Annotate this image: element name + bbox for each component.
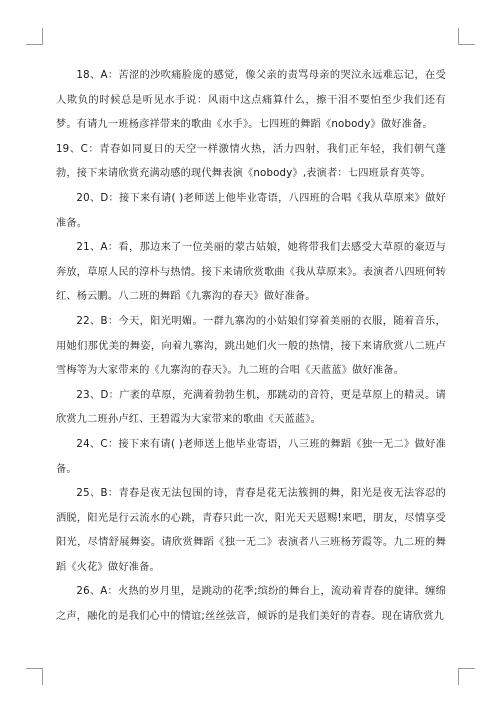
crop-mark-bottom-left-v	[42, 668, 43, 685]
paragraph-21: 21、A：看，那边来了一位美丽的蒙古姑娘，她将带我们去感受大草原的豪迈与奔放，草原人民的淳朴与热情。接下来请欣赏歌曲《我从草原来》。表演者八四班何转红、杨云鹏。八二班的舞蹈《九寨沟的春天》做好准备。	[56, 242, 446, 303]
paragraph-23: 23、D：广袤的草原，充满着勃勃生机，那跳动的音符，更是草原上的精灵。请欣赏九二班孙卢红、王碧霞为大家带来的歌曲《天蓝蓝》。	[56, 389, 446, 426]
paragraph-26: 26、A：火热的岁月里，是跳动的花季;缤纷的舞台上，流动着青春的旋律。缠绵之声，融化的是我们心中的情谊;丝丝弦音，倾诉的是我们美好的青春。现在请欣赏九	[56, 586, 446, 623]
paragraph-19: 19、C：青春如同夏日的天空一样激情火热，活力四射，我们正年轻，我们朝气蓬勃，接下来请欣赏充满动感的现代舞表演《nobody》,表演者：七四班景育英等。	[56, 143, 446, 180]
paragraph-24: 24、C：接下来有请( )老师送上他毕业寄语，八三班的舞蹈《独一无二》做好准备。	[56, 438, 446, 475]
document-body	[56, 64, 446, 630]
crop-mark-top-left-h	[26, 44, 43, 45]
crop-mark-bottom-right-v	[458, 668, 459, 685]
paragraph-25: 25、B：青春是夜无法包围的诗，青春是花无法簇拥的舞，阳光是夜无法容忍的洒脱，阳光是行云流水的心跳，青春只此一次，阳光天天恩赐!来吧，朋友，尽情享受阳光，尽情舒展舞姿。请欣赏舞蹈《独一无二》表演者八三班杨芳霞等。九二班的舞蹈《火花》做好准备。	[56, 488, 446, 573]
crop-mark-bottom-right-h	[458, 668, 475, 669]
crop-mark-top-right-v	[458, 28, 459, 45]
crop-mark-top-right-h	[458, 44, 475, 45]
crop-mark-bottom-left-h	[26, 668, 43, 669]
paragraph-20: 20、D：接下来有请( )老师送上他毕业寄语，八四班的合唱《我从草原来》做好准备。	[56, 192, 446, 229]
crop-mark-top-left-v	[42, 28, 43, 45]
paragraph-22: 22、B：今天，阳光明媚。一群九寨沟的小姑娘们穿着美丽的衣服，随着音乐，用她们那优美的舞姿，向着九寨沟，跳出她们火一般的热情，接下来请欣赏八二班卢雪梅等为大家带来的《九寨沟的春天》。九二班的合唱《天蓝蓝》做好准备。	[56, 315, 446, 377]
paragraph-18: 18、A：苦涩的沙吹痛脸庞的感觉，像父亲的责骂母亲的哭泣永远难忘记，在受人欺负的时候总是听见水手说：风雨中这点痛算什么，擦干泪不要怕至少我们还有梦。有请九一班杨彦祥带来的歌曲《水手》。七四班的舞蹈《nobody》做好准备。	[56, 70, 446, 131]
